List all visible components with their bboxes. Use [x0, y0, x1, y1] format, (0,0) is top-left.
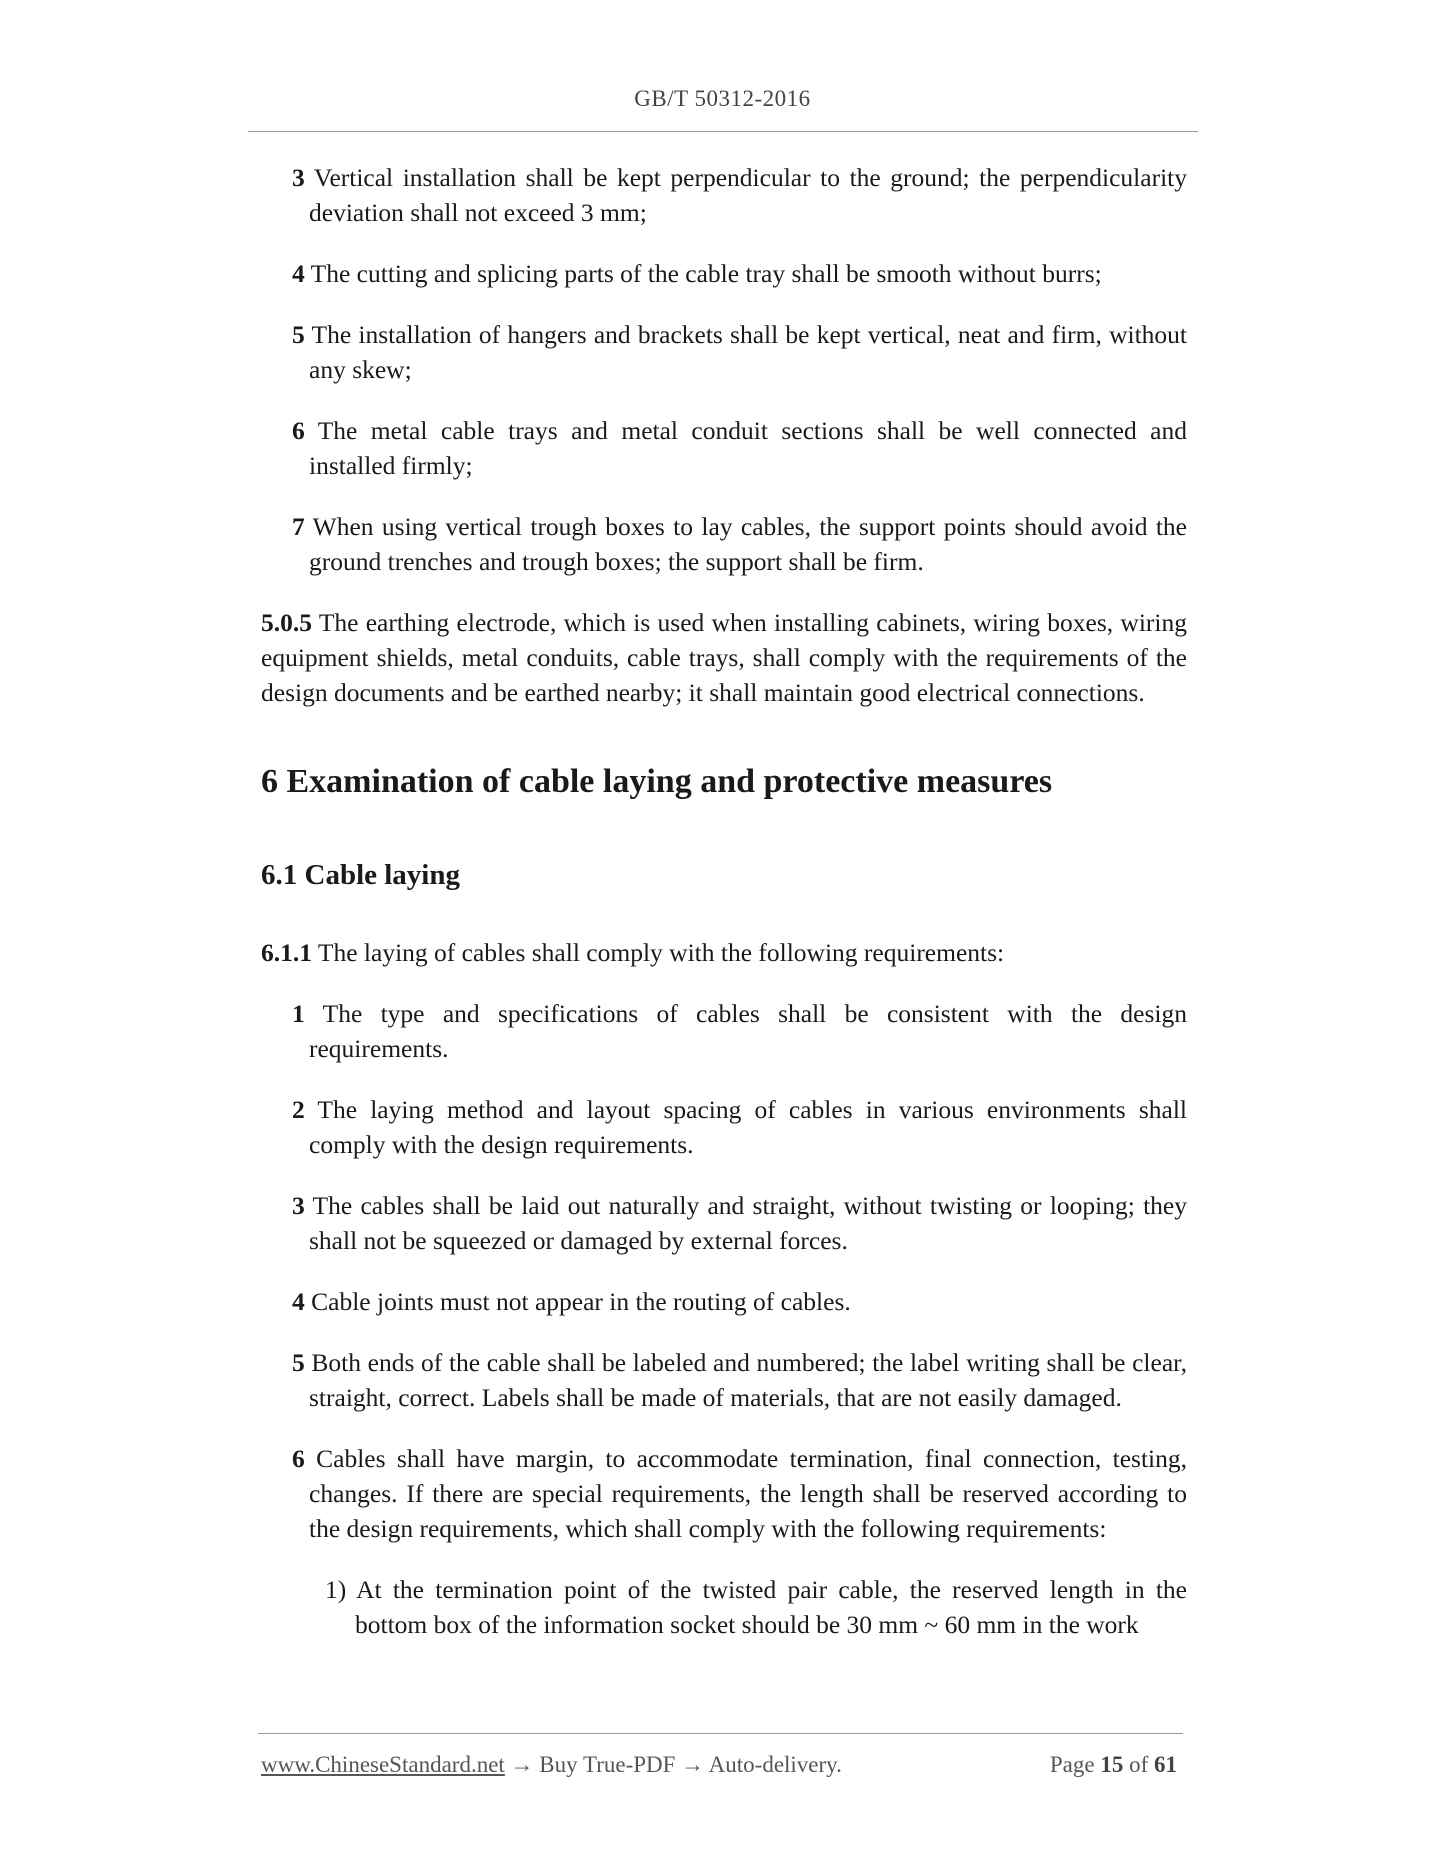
clause-6-1-1	[261, 935, 1187, 970]
clause-text: The laying of cables shall comply with the following requirements:	[312, 938, 1005, 967]
item-number: 5	[292, 320, 305, 349]
item-number: 5	[292, 1348, 305, 1377]
footer-divider	[258, 1733, 1183, 1734]
page-indicator	[1050, 1752, 1177, 1778]
item-text: Cable joints must not appear in the routing of cables.	[304, 1287, 851, 1316]
of-label: of	[1129, 1752, 1149, 1777]
item-number: 6	[292, 1444, 305, 1473]
item-text: The laying method and layout spacing of cables in various environments shall comply with the design requirements.	[304, 1095, 1187, 1159]
item-number: 2	[292, 1095, 305, 1124]
list-item	[292, 413, 1187, 483]
page-footer	[261, 1752, 1187, 1778]
item-text: The cables shall be laid out naturally and straight, without twisting or looping; they shall not be squeezed or damaged by external forces.	[304, 1191, 1187, 1255]
sub-item-number: 1)	[325, 1575, 347, 1604]
list-item	[292, 509, 1187, 579]
list-item	[292, 1345, 1187, 1415]
page-body	[261, 160, 1187, 1642]
item-text: The metal cable trays and metal conduit sections shall be well connected and installed firmly;	[304, 416, 1187, 480]
page-total: 61	[1154, 1752, 1177, 1777]
list-item	[292, 1284, 1187, 1319]
item-text: The type and specifications of cables shall be consistent with the design requirements.	[304, 999, 1187, 1063]
list-item	[292, 160, 1187, 230]
clause-number: 5.0.5	[261, 608, 312, 637]
item-text: Vertical installation shall be kept perpendicular to the ground; the perpendicularity deviation shall not exceed 3 mm;	[304, 163, 1187, 227]
item-number: 7	[292, 512, 305, 541]
item-number: 6	[292, 416, 305, 445]
item-text: The cutting and splicing parts of the cable tray shall be smooth without burrs;	[304, 259, 1102, 288]
item-number: 1	[292, 999, 305, 1028]
clause-text: The earthing electrode, which is used when installing cabinets, wiring boxes, wiring equipment shields, metal conduits, cable trays, shall comply with the requirements of the design documents and be earthed nearby; it shall maintain good electrical connections.	[261, 608, 1187, 707]
list-item	[292, 1441, 1187, 1546]
clause-number: 6.1.1	[261, 938, 312, 967]
list-item	[292, 256, 1187, 291]
page-label: Page	[1049, 1752, 1095, 1777]
list-item	[292, 1188, 1187, 1258]
site-link[interactable]: www.ChineseStandard.net	[261, 1752, 505, 1777]
item-number: 4	[292, 1287, 305, 1316]
section-heading: 6 Examination of cable laying and protective measures	[261, 763, 1053, 800]
list-item	[292, 317, 1187, 387]
item-text: When using vertical trough boxes to lay cables, the support points should avoid the ground trenches and trough boxes; the support shall be firm.	[304, 512, 1187, 576]
promo-text: → Buy True-PDF → Auto-delivery.	[504, 1752, 842, 1777]
item-text: The installation of hangers and brackets shall be kept vertical, neat and firm, without any skew;	[304, 320, 1187, 384]
clause-5-0-5	[261, 605, 1187, 710]
subsection-heading: 6.1 Cable laying	[261, 859, 460, 891]
list-item	[292, 996, 1187, 1066]
running-header: GB/T 50312-2016	[634, 86, 811, 111]
item-number: 3	[292, 163, 305, 192]
sub-item-text: At the termination point of the twisted pair cable, the reserved length in the bottom box of the information socket should be 30 mm ~ 60 mm in the work	[346, 1575, 1187, 1639]
item-number: 3	[292, 1191, 305, 1220]
item-number: 4	[292, 259, 305, 288]
list-item	[292, 1092, 1187, 1162]
item-text: Both ends of the cable shall be labeled and numbered; the label writing shall be clear, straight, correct. Labels shall be made of materials, that are not easily damaged.	[304, 1348, 1187, 1412]
item-text: Cables shall have margin, to accommodate termination, final connection, testing, changes. If there are special requirements, the length shall be reserved according to the design requirements, which shall comply with the following requirements:	[304, 1444, 1187, 1543]
page-number: 15	[1100, 1752, 1124, 1777]
sub-list-item	[325, 1572, 1187, 1642]
header-divider	[248, 131, 1198, 132]
